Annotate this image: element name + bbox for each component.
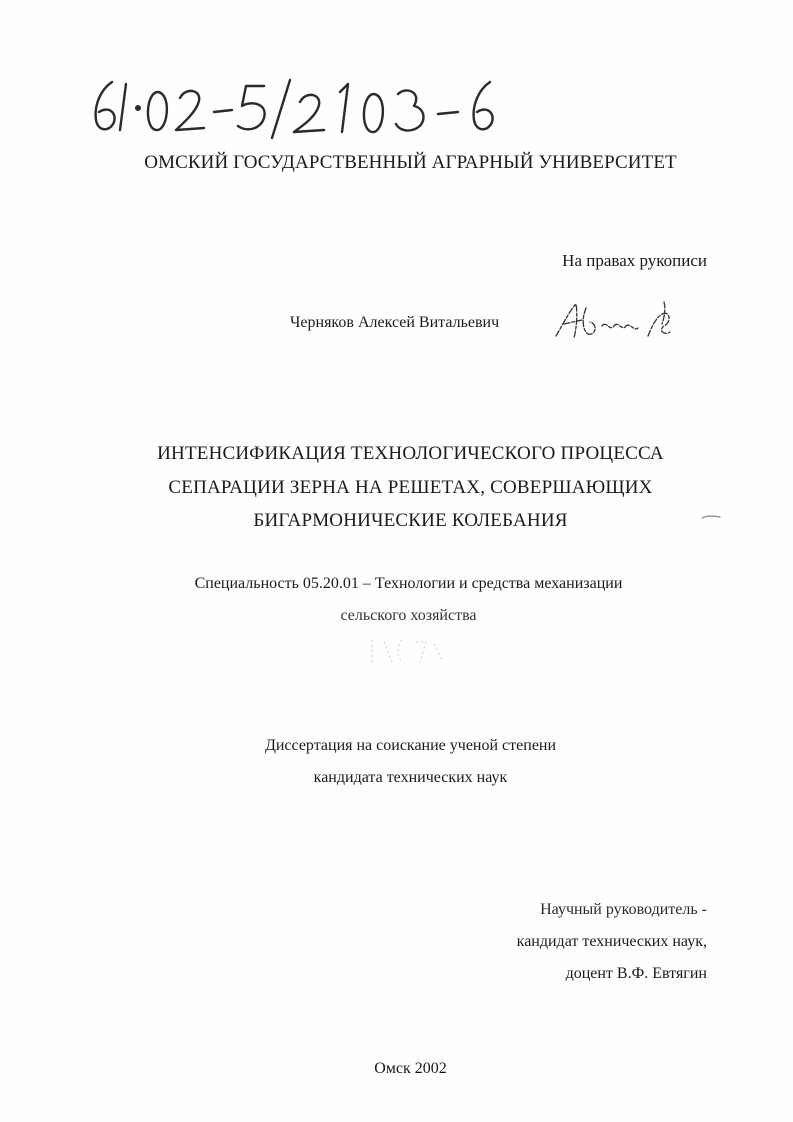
university-name: ОМСКИЙ ГОСУДАРСТВЕННЫЙ АГРАРНЫЙ УНИВЕРСИТЕТ	[144, 152, 677, 173]
advisor-line-2: кандидат технических наук,	[516, 933, 707, 950]
advisor-line-1: Научный руководитель -	[540, 901, 707, 918]
city-year: Омск 2002	[374, 1060, 447, 1077]
signature-drawing	[552, 296, 677, 346]
handwritten-archive-code	[86, 72, 506, 152]
dissertation-title-line-1: ИНТЕНСИФИКАЦИЯ ТЕХНОЛОГИЧЕСКОГО ПРОЦЕССА	[157, 443, 664, 464]
dissertation-degree-line-1: Диссертация на соискание ученой степени	[264, 737, 557, 754]
margin-dash-mark	[700, 512, 722, 522]
faint-stamp-mark	[362, 632, 452, 672]
dissertation-degree-line-2: кандидата технических наук	[313, 769, 508, 786]
dissertation-title-line-2: СЕПАРАЦИИ ЗЕРНА НА РЕШЕТАХ, СОВЕРШАЮЩИХ	[168, 477, 653, 498]
stamp-drawing	[362, 632, 452, 672]
specialty-line-1: Специальность 05.20.01 – Технологии и средства механизации	[194, 575, 623, 592]
author-name: Черняков Алексей Витальевич	[290, 314, 500, 331]
author-signature	[552, 296, 677, 346]
handwritten-code-drawing	[86, 72, 506, 152]
specialty-line-2: сельского хозяйства	[340, 607, 477, 624]
manuscript-note: На правах рукописи	[562, 251, 707, 270]
advisor-line-3: доцент В.Ф. Евтягин	[565, 965, 707, 982]
dissertation-title-line-3: БИГАРМОНИЧЕСКИЕ КОЛЕБАНИЯ	[253, 510, 568, 531]
